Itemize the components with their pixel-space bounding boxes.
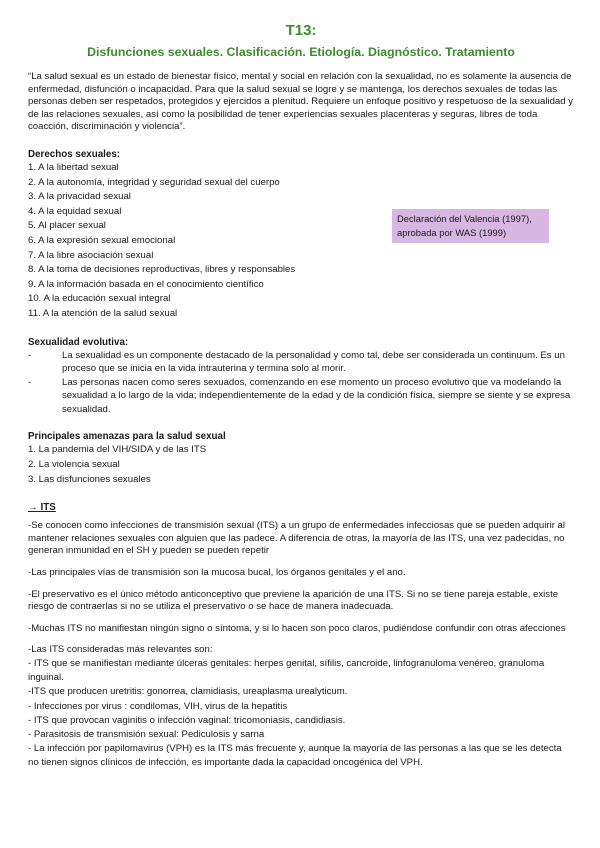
list-item: 11. A la atención de la salud sexual — [28, 307, 178, 319]
bullet-text: La sexualidad es un componente destacado de la personalidad y como tal, debe ser considerada un continuum. Es un proceso que se inicia en la vida intrauterina y termina solo al morir. — [62, 349, 565, 375]
list-item: 3. Las disfunciones sexuales — [28, 473, 151, 485]
threats-list — [28, 443, 574, 487]
list-item: - Infecciones por virus : condilomas, VIH, virus de la hepatitis — [28, 700, 288, 712]
its-section — [28, 501, 574, 770]
rights-heading: Derechos sexuales: — [28, 148, 121, 160]
its-relevant-list — [28, 657, 574, 771]
dash-marker: - — [28, 349, 32, 361]
its-paragraph-prevention: -El preservativo es el único método anticonceptivo que previene la aparición de una ITS. Si no se tiene pareja estable, existe riesgo de contraerlas si no se utiliza el preservativo o se hace de manera inadecuada. — [28, 588, 559, 613]
list-item: 3. A la privacidad sexual — [28, 191, 131, 203]
list-item: 2. La violencia sexual — [28, 459, 120, 471]
list-item: - Parasitosis de transmisión sexual: Pediculosis y sarna — [28, 729, 265, 741]
evolutiva-bullet — [28, 349, 574, 376]
page-subtitle: Disfunciones sexuales. Clasificación. Etiología. Diagnóstico. Tratamiento — [87, 45, 515, 59]
list-item: 10. A la educación sexual integral — [28, 293, 171, 305]
list-item: 2. A la autonomía, integridad y seguridad sexual del cuerpo — [28, 176, 280, 188]
its-paragraph-transmission: -Las principales vías de transmisión son la mucosa bucal, los órganos genitales y el ano. — [28, 567, 406, 579]
evolutiva-bullet — [28, 376, 574, 417]
list-item: 5. Al placer sexual — [28, 220, 106, 232]
list-item: - ITS que provocan vaginitis o infección vaginal: tricomoniasis, candidiasis. — [28, 714, 346, 726]
list-item: 7. A la libre asociación sexual — [28, 249, 154, 261]
list-item: 1. La pandemia del VIH/SIDA y de las ITS — [28, 444, 207, 456]
list-item: 9. A la información basada en el conocimiento científico — [28, 278, 264, 290]
threats-heading: Principales amenazas para la salud sexual — [28, 431, 226, 443]
document-page — [28, 22, 574, 771]
page-title: T13: — [285, 22, 317, 39]
evolutiva-heading: Sexualidad evolutiva: — [28, 336, 129, 348]
declaration-note: Declaración del Valencia (1997), aprobada por WAS (1999) — [392, 209, 549, 243]
list-item: 8. A la toma de decisiones reproductivas, libres y responsables — [28, 264, 296, 276]
list-item: 6. A la expresión sexual emocional — [28, 234, 176, 246]
its-paragraph-definition: -Se conocen como infecciones de transmisión sexual (ITS) a un grupo de enfermedades infecciosas que se pueden adquirir al mantener relaciones sexuales con alguien que las padece. A diferencia de otras, la mayoría de las ITS, una vez padecidas, no generan inmunidad en el SH y pueden se pueden repetir — [28, 520, 566, 557]
threats-section — [28, 430, 574, 487]
its-heading-label: ITS — [40, 502, 56, 514]
its-relevant-heading: -Las ITS consideradas más relevantes son: — [28, 644, 213, 656]
bullet-text: Las personas nacen como seres sexuados, comenzando en ese momento un proceso evolutivo que va modelando la sexualidad a lo largo de la vida; independientemente de la edad y de la condición física, siempre se siente y se expresa sexualidad. — [62, 376, 571, 415]
arrow-right-icon: → — [28, 502, 38, 514]
list-item: 4. A la equidad sexual — [28, 205, 122, 217]
list-item: - La infección por papilomavirus (VPH) es la ITS más frecuente y, aunque la mayoría de las personas a las que se les detecta no tienen signos clínicos de infección, es importante dada la capacidad oncogénica del VPH. — [28, 743, 562, 769]
its-paragraph-symptoms: -Muchas ITS no manifiestan ningún signo o síntoma, y si lo hacen son poco claros, pudiéndose confundir con otras afecciones — [28, 622, 566, 634]
dash-marker: - — [28, 376, 32, 388]
list-item: 1. A la libertad sexual — [28, 161, 119, 173]
intro-quote: “La salud sexual es un estado de bienestar físico, mental y social en relación con la sexualidad, no es solamente la ausencia de enfermedad, disfunción o incapacidad. Para que la salud sexual se logre y se mantenga, los derechos sexuales de todas las personas deben ser respetados, protegidos y ejercidos a plenitud. Requiere un enfoque positivo y respetuoso de la sexualidad y de las relaciones sexuales, así como la posibilidad de tener experiencias sexuales placenteras y seguras, libres de toda coacción, discriminación y violencia”. — [28, 71, 574, 133]
list-item: - ITS que se manifiestan mediante úlceras genitales: herpes genital, sífilis, cancroide, linfogranuloma venéreo, granuloma inguinal. — [28, 658, 545, 684]
its-heading — [28, 501, 574, 514]
evolutiva-section — [28, 336, 574, 417]
list-item: -ITS que producen uretritis: gonorrea, clamidiasis, ureaplasma urealyticum. — [28, 686, 348, 698]
